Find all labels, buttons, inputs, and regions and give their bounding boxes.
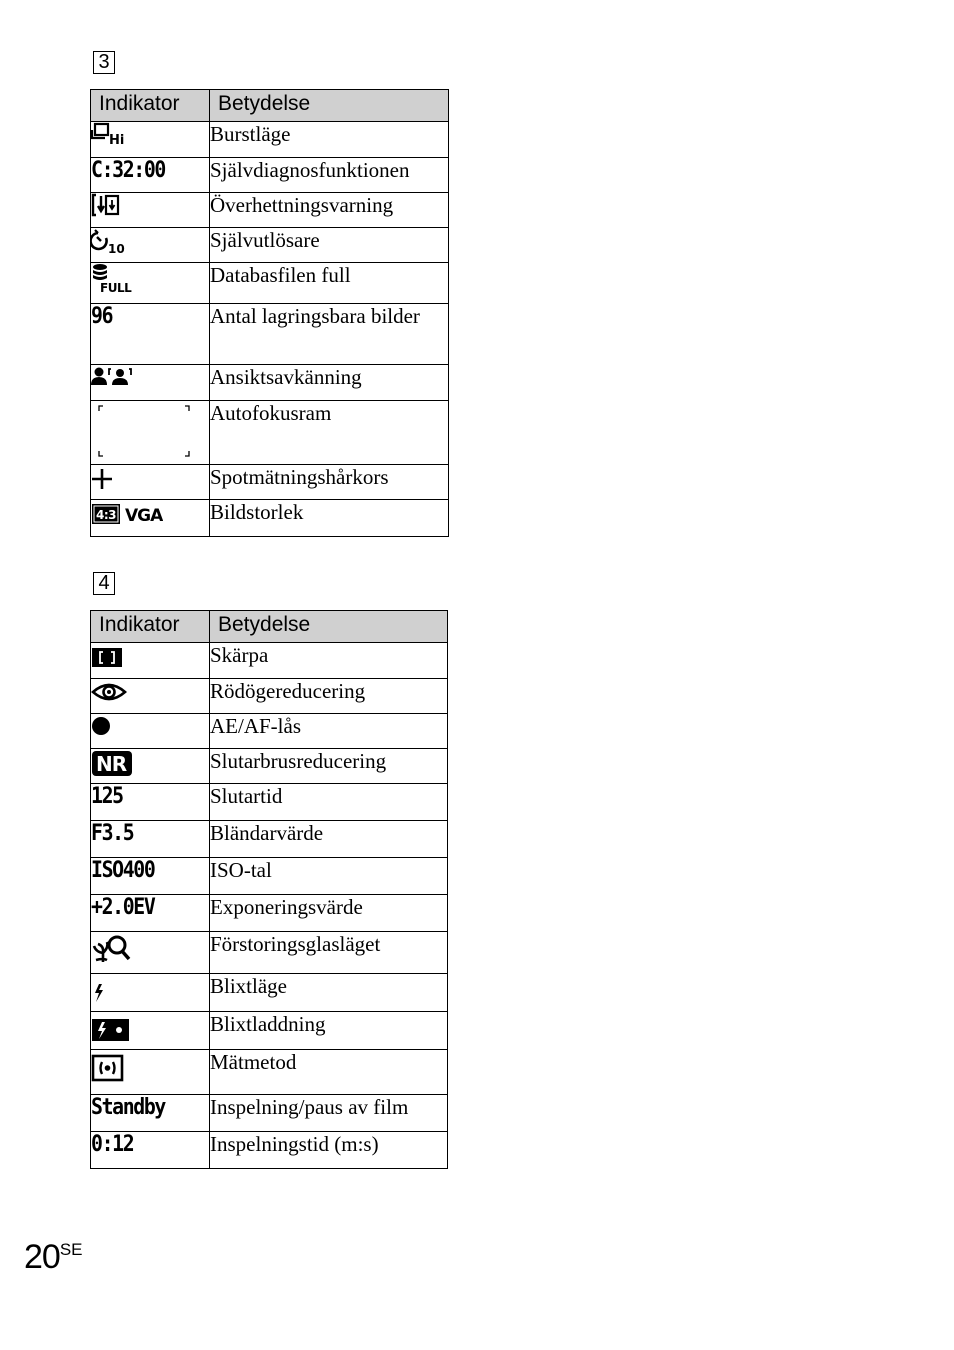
table-row: [91, 932, 448, 974]
meaning-text: Spotmätningshårkors: [210, 465, 449, 500]
svg-text:FULL: FULL: [100, 281, 132, 293]
noise-reduction-icon: [91, 749, 209, 777]
table-row: [91, 858, 448, 895]
ae-af-lock-icon: [91, 714, 209, 740]
table-row: [91, 465, 449, 500]
autofocus-frame-icon: [97, 403, 209, 459]
indicator-text: ISO400: [91, 858, 155, 883]
indicator-text: 96: [91, 304, 113, 329]
magnifier-icon: [91, 932, 209, 964]
page-number-suffix: SE: [59, 1240, 83, 1259]
table-row: [91, 401, 449, 465]
indicator-text: Standby: [91, 1095, 165, 1120]
meaning-text: Antal lagringsbara bilder: [210, 304, 449, 365]
table-row: [91, 784, 448, 821]
metering-mode-icon: [91, 1050, 209, 1082]
table-row: [91, 158, 449, 193]
table-row: [91, 821, 448, 858]
indicator-text: C:32:00: [91, 158, 165, 183]
meaning-text: AE/AF-lås: [210, 714, 448, 749]
header-meaning: Betydelse: [210, 611, 448, 643]
meaning-text: Burstläge: [210, 122, 449, 158]
meaning-text: Självdiagnosfunktionen: [210, 158, 449, 193]
indicator-text: 0:12: [91, 1132, 134, 1157]
meaning-text: Databasfilen full: [210, 263, 449, 304]
meaning-text: Autofokusram: [210, 401, 449, 465]
table-row: [91, 304, 449, 365]
svg-text:NR: NR: [96, 752, 127, 776]
table-row: [91, 263, 449, 304]
burst-hi-icon: [91, 122, 209, 146]
indicator-text: +2.0EV: [91, 895, 155, 920]
header-meaning: Betydelse: [210, 90, 449, 122]
table-row: [91, 679, 448, 714]
self-timer-10-icon: [91, 228, 209, 254]
meaning-text: Bländarvärde: [210, 821, 448, 858]
overheat-warning-icon: [91, 193, 209, 217]
indicator-text: F3.5: [91, 821, 134, 846]
page-number-value: 20: [24, 1238, 60, 1276]
focus-icon: [91, 643, 209, 669]
page-number: [24, 1238, 83, 1277]
table-row: [91, 974, 448, 1012]
table-row: [91, 122, 449, 158]
meaning-text: Mätmetod: [210, 1050, 448, 1095]
meaning-text: Ansiktsavkänning: [210, 365, 449, 401]
table-row: [91, 749, 448, 784]
header-indicator: Indikator: [91, 611, 210, 643]
indicator-table: [90, 89, 449, 537]
spot-crosshair-icon: [91, 465, 209, 491]
svg-text:VGA: VGA: [125, 506, 163, 526]
table-row: [91, 1132, 448, 1169]
table-row: [91, 1050, 448, 1095]
indicator-table: [90, 610, 448, 1169]
meaning-text: Skärpa: [210, 643, 448, 679]
face-detection-icon: [91, 365, 209, 389]
meaning-text: Rödögereducering: [210, 679, 448, 714]
table-row: [91, 228, 449, 263]
meaning-text: Slutarbrusreducering: [210, 749, 448, 784]
meaning-text: Förstoringsglasläget: [210, 932, 448, 974]
svg-text:4:3: 4:3: [96, 508, 116, 522]
meaning-text: Bildstorlek: [210, 500, 449, 537]
meaning-text: Exponeringsvärde: [210, 895, 448, 932]
flash-mode-icon: [91, 974, 209, 1002]
section-number: 3: [93, 51, 115, 74]
header-indicator: Indikator: [91, 90, 210, 122]
section-number: 4: [93, 572, 115, 595]
table-row: [91, 365, 449, 401]
table-row: [91, 895, 448, 932]
meaning-text: Blixtladdning: [210, 1012, 448, 1050]
svg-text:10: 10: [108, 242, 125, 254]
meaning-text: Inspelningstid (m:s): [210, 1132, 448, 1169]
table-row: [91, 500, 449, 537]
database-full-icon: [91, 263, 209, 293]
flash-charging-icon: [91, 1012, 209, 1042]
meaning-text: ISO-tal: [210, 858, 448, 895]
indicator-text: 125: [91, 784, 123, 809]
table-row: [91, 193, 449, 228]
red-eye-icon: [91, 679, 209, 705]
meaning-text: Självutlösare: [210, 228, 449, 263]
svg-text:Hi: Hi: [109, 133, 125, 146]
table-row: [91, 643, 448, 679]
image-size-vga-icon: [91, 500, 209, 526]
table-row: [91, 1095, 448, 1132]
table-row: [91, 714, 448, 749]
meaning-text: Slutartid: [210, 784, 448, 821]
table-row: [91, 1012, 448, 1050]
meaning-text: Överhettningsvarning: [210, 193, 449, 228]
meaning-text: Inspelning/paus av film: [210, 1095, 448, 1132]
meaning-text: Blixtläge: [210, 974, 448, 1012]
